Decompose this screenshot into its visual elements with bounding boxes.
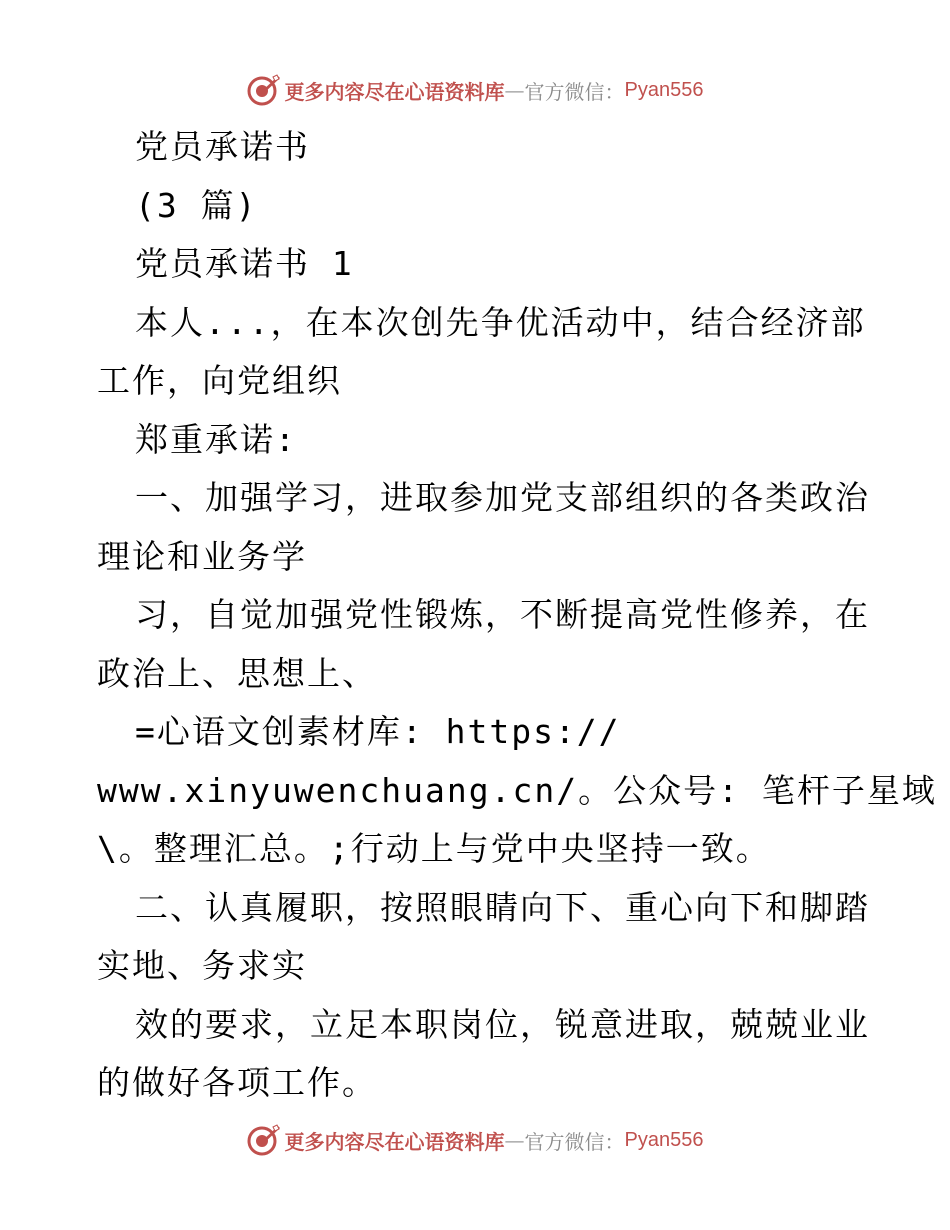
doc-title: 党员承诺书 xyxy=(135,127,310,166)
paragraph-line: 效的要求，立足本职岗位，锐意进取，兢兢业业 xyxy=(135,1004,870,1044)
paragraph-line: 政治上、思想上、 xyxy=(97,653,377,693)
paragraph-line: 习，自觉加强党性锻炼，不断提高党性修养，在 xyxy=(135,595,870,634)
banner-wechat-label: 官方微信： xyxy=(524,1129,625,1154)
banner-main-text: 更多内容尽在心语资料库 xyxy=(284,79,505,104)
doc-subtitle: (3 篇) xyxy=(135,185,258,225)
section-heading: 党员承诺书 1 xyxy=(135,244,354,283)
footer-banner xyxy=(0,1120,950,1160)
paragraph-line: =心语文创素材库: https:// xyxy=(135,712,621,751)
pen-logo-icon xyxy=(247,73,281,107)
paragraph-line: 二、认真履职，按照眼睛向下、重心向下和脚踏 xyxy=(135,887,870,927)
banner-wechat-label: 官方微信： xyxy=(524,79,625,104)
header-banner xyxy=(0,70,950,110)
paragraph-line: 工作，向党组织 xyxy=(97,361,342,400)
paragraph-line: 一、加强学习，进取参加党支部组织的各类政治 xyxy=(135,478,870,517)
banner-wechat-id: Pyan556 xyxy=(624,78,704,101)
paragraph-line: 郑重承诺: xyxy=(135,419,297,459)
banner-separator: — xyxy=(504,1128,525,1152)
banner-main-text: 更多内容尽在心语资料库 xyxy=(284,1129,505,1154)
pen-logo-icon xyxy=(247,1123,281,1157)
paragraph-line: 理论和业务学 xyxy=(97,536,307,576)
paragraph-line: \。整理汇总。;行动上与党中央坚持一致。 xyxy=(97,829,771,868)
paragraph-line: www.xinyuwenchuang.cn/。公众号: 笔杆子星域 xyxy=(97,770,937,810)
paragraph-line: 实地、务求实 xyxy=(97,946,307,985)
banner-wechat-id: Pyan556 xyxy=(624,1128,704,1151)
paragraph-line: 的做好各项工作。 xyxy=(97,1063,377,1102)
paragraph-line: 本人...，在本次创先争优活动中，结合经济部 xyxy=(135,302,866,342)
document-body xyxy=(97,118,937,1113)
banner-separator: — xyxy=(504,78,525,102)
